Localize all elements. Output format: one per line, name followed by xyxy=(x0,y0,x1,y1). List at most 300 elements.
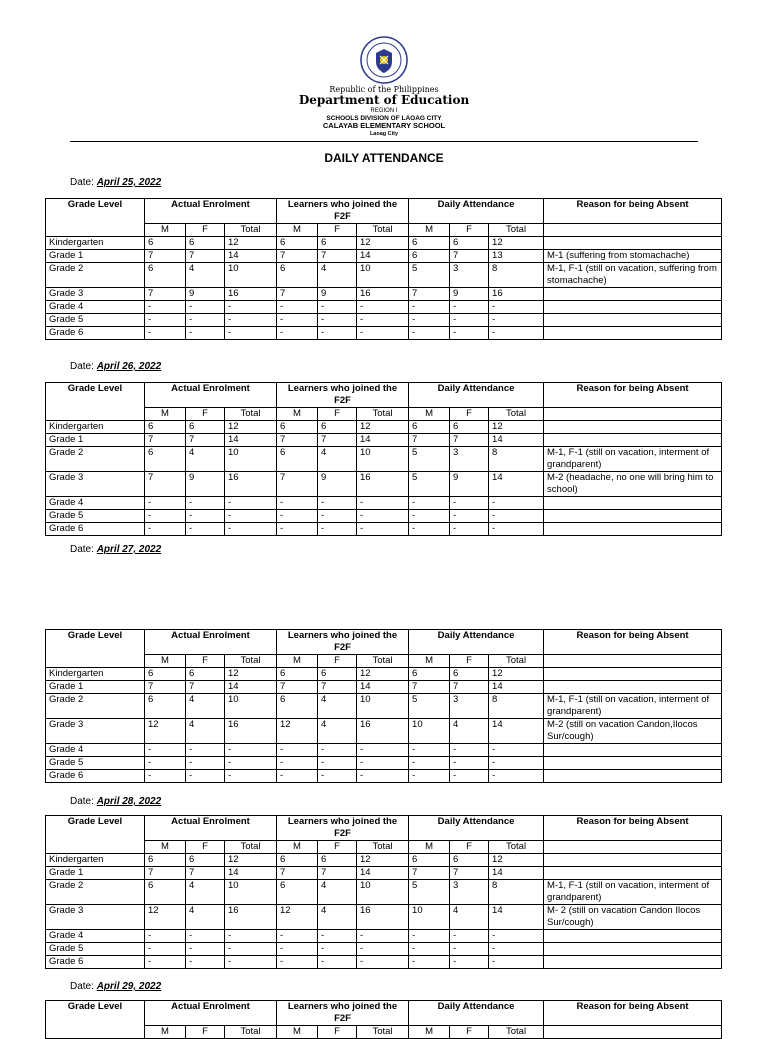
col-reason: Reason for being Absent xyxy=(544,816,722,841)
count-cell: - xyxy=(318,770,357,783)
count-cell: - xyxy=(357,510,409,523)
count-cell: 13 xyxy=(489,250,544,263)
col-grade-level: Grade Level xyxy=(46,816,145,854)
count-cell: 6 xyxy=(145,668,186,681)
col-f: F xyxy=(450,655,489,668)
col-m: M xyxy=(409,1026,450,1039)
table-row xyxy=(46,930,722,943)
grade-cell: Grade 6 xyxy=(46,523,145,536)
count-cell: - xyxy=(145,956,186,969)
count-cell: - xyxy=(318,757,357,770)
count-cell: 7 xyxy=(186,250,225,263)
table-row xyxy=(46,263,722,288)
count-cell: 7 xyxy=(145,472,186,497)
col-total: Total xyxy=(225,224,277,237)
table-row xyxy=(46,314,722,327)
reason-cell xyxy=(544,867,722,880)
count-cell: - xyxy=(450,510,489,523)
table-row xyxy=(46,744,722,757)
reason-cell xyxy=(544,288,722,301)
header-row xyxy=(46,199,722,224)
col-f: F xyxy=(450,1026,489,1039)
count-cell: 4 xyxy=(318,694,357,719)
date-value: April 29, 2022 xyxy=(96,981,162,992)
count-cell: - xyxy=(186,943,225,956)
col-m: M xyxy=(277,1026,318,1039)
col-m: M xyxy=(145,841,186,854)
table-row xyxy=(46,497,722,510)
date-line xyxy=(70,796,161,807)
col-m: M xyxy=(277,224,318,237)
count-cell: 8 xyxy=(489,447,544,472)
col-m: M xyxy=(409,841,450,854)
count-cell: - xyxy=(277,301,318,314)
count-cell: 10 xyxy=(225,263,277,288)
col-total: Total xyxy=(489,841,544,854)
count-cell: 14 xyxy=(357,681,409,694)
date-line xyxy=(70,177,161,188)
date-value: April 27, 2022 xyxy=(96,544,162,555)
count-cell: 7 xyxy=(277,472,318,497)
col-learners-joined: Learners who joined the F2F xyxy=(277,816,409,841)
grade-cell: Kindergarten xyxy=(46,421,145,434)
count-cell: 7 xyxy=(186,434,225,447)
col-actual-enrolment: Actual Enrolment xyxy=(145,199,277,224)
count-cell: 7 xyxy=(186,681,225,694)
count-cell: 7 xyxy=(409,434,450,447)
count-cell: - xyxy=(225,314,277,327)
grade-cell: Grade 3 xyxy=(46,905,145,930)
count-cell: - xyxy=(357,956,409,969)
count-cell: - xyxy=(450,327,489,340)
col-learners-joined: Learners who joined the F2F xyxy=(277,630,409,655)
count-cell: - xyxy=(489,523,544,536)
city-line: Laoag City xyxy=(369,130,399,137)
count-cell: 6 xyxy=(409,421,450,434)
count-cell: 6 xyxy=(277,447,318,472)
count-cell: - xyxy=(145,930,186,943)
count-cell: 3 xyxy=(450,263,489,288)
count-cell: - xyxy=(277,744,318,757)
reason-cell: M-2 (headache, no one will bring him to school) xyxy=(544,472,722,497)
reason-cell xyxy=(544,956,722,969)
count-cell: 16 xyxy=(225,288,277,301)
col-total: Total xyxy=(489,655,544,668)
table-row xyxy=(46,770,722,783)
col-f: F xyxy=(318,655,357,668)
col-actual-enrolment: Actual Enrolment xyxy=(145,383,277,408)
count-cell: 4 xyxy=(186,263,225,288)
reason-cell xyxy=(544,314,722,327)
count-cell: - xyxy=(145,510,186,523)
count-cell: 12 xyxy=(489,854,544,867)
count-cell: 6 xyxy=(145,421,186,434)
count-cell: - xyxy=(225,757,277,770)
reason-cell xyxy=(544,854,722,867)
count-cell: 3 xyxy=(450,880,489,905)
count-cell: 16 xyxy=(225,905,277,930)
col-m: M xyxy=(145,1026,186,1039)
count-cell: 12 xyxy=(145,905,186,930)
count-cell: - xyxy=(186,757,225,770)
col-total: Total xyxy=(489,1026,544,1039)
subheader-row xyxy=(46,655,722,668)
reason-cell xyxy=(544,681,722,694)
count-cell: - xyxy=(318,930,357,943)
count-cell: - xyxy=(489,327,544,340)
date-value: April 28, 2022 xyxy=(96,796,162,807)
count-cell: 4 xyxy=(318,719,357,744)
table-row xyxy=(46,434,722,447)
count-cell: - xyxy=(409,943,450,956)
count-cell: 6 xyxy=(277,263,318,288)
count-cell: 7 xyxy=(145,681,186,694)
count-cell: - xyxy=(145,497,186,510)
count-cell: - xyxy=(489,757,544,770)
count-cell: 16 xyxy=(357,472,409,497)
reason-cell: M-1 (suffering from stomachache) xyxy=(544,250,722,263)
col-total: Total xyxy=(357,1026,409,1039)
grade-cell: Kindergarten xyxy=(46,237,145,250)
count-cell: - xyxy=(450,943,489,956)
table-row xyxy=(46,905,722,930)
count-cell: 12 xyxy=(489,668,544,681)
col-reason-blank xyxy=(544,655,722,668)
reason-cell: M-1, F-1 (still on vacation, interment of grandparent) xyxy=(544,694,722,719)
date-label: Date: xyxy=(70,544,97,555)
count-cell: - xyxy=(277,943,318,956)
count-cell: - xyxy=(186,497,225,510)
reason-cell xyxy=(544,421,722,434)
count-cell: 12 xyxy=(277,719,318,744)
count-cell: 12 xyxy=(145,719,186,744)
reason-cell xyxy=(544,757,722,770)
col-total: Total xyxy=(357,408,409,421)
col-reason: Reason for being Absent xyxy=(544,630,722,655)
count-cell: - xyxy=(318,943,357,956)
count-cell: 6 xyxy=(409,668,450,681)
grade-cell: Grade 1 xyxy=(46,434,145,447)
count-cell: 14 xyxy=(357,250,409,263)
grade-cell: Kindergarten xyxy=(46,854,145,867)
count-cell: 14 xyxy=(225,867,277,880)
grade-cell: Grade 4 xyxy=(46,744,145,757)
count-cell: 14 xyxy=(489,867,544,880)
table-row xyxy=(46,668,722,681)
count-cell: 4 xyxy=(318,263,357,288)
count-cell: - xyxy=(450,314,489,327)
count-cell: 7 xyxy=(318,434,357,447)
col-reason-blank xyxy=(544,1026,722,1039)
table-row xyxy=(46,943,722,956)
count-cell: - xyxy=(186,510,225,523)
count-cell: - xyxy=(450,956,489,969)
reason-cell xyxy=(544,668,722,681)
count-cell: 7 xyxy=(277,250,318,263)
grade-cell: Grade 2 xyxy=(46,694,145,719)
count-cell: 7 xyxy=(145,434,186,447)
grade-cell: Grade 3 xyxy=(46,472,145,497)
count-cell: 10 xyxy=(409,719,450,744)
col-total: Total xyxy=(225,408,277,421)
count-cell: 14 xyxy=(489,719,544,744)
grade-cell: Grade 5 xyxy=(46,943,145,956)
count-cell: - xyxy=(489,510,544,523)
col-m: M xyxy=(277,408,318,421)
count-cell: - xyxy=(277,757,318,770)
count-cell: 6 xyxy=(318,237,357,250)
count-cell: 9 xyxy=(450,288,489,301)
count-cell: - xyxy=(409,744,450,757)
count-cell: - xyxy=(409,327,450,340)
count-cell: - xyxy=(318,744,357,757)
count-cell: - xyxy=(489,930,544,943)
count-cell: 6 xyxy=(318,668,357,681)
col-actual-enrolment: Actual Enrolment xyxy=(145,630,277,655)
count-cell: 6 xyxy=(450,854,489,867)
count-cell: - xyxy=(186,301,225,314)
count-cell: 12 xyxy=(357,854,409,867)
count-cell: - xyxy=(450,757,489,770)
date-value: April 26, 2022 xyxy=(96,361,162,372)
attendance-table xyxy=(45,1000,722,1039)
grade-cell: Grade 5 xyxy=(46,757,145,770)
count-cell: 6 xyxy=(277,854,318,867)
col-total: Total xyxy=(489,408,544,421)
count-cell: - xyxy=(357,327,409,340)
count-cell: 14 xyxy=(225,250,277,263)
count-cell: 5 xyxy=(409,263,450,288)
count-cell: 9 xyxy=(450,472,489,497)
count-cell: 6 xyxy=(145,694,186,719)
col-learners-joined: Learners who joined the F2F xyxy=(277,383,409,408)
count-cell: - xyxy=(409,770,450,783)
count-cell: 6 xyxy=(186,237,225,250)
count-cell: 3 xyxy=(450,447,489,472)
count-cell: 7 xyxy=(277,681,318,694)
count-cell: 6 xyxy=(409,854,450,867)
count-cell: 12 xyxy=(357,237,409,250)
count-cell: - xyxy=(277,956,318,969)
reason-cell xyxy=(544,497,722,510)
count-cell: 12 xyxy=(489,237,544,250)
reason-cell xyxy=(544,434,722,447)
grade-cell: Grade 2 xyxy=(46,880,145,905)
col-f: F xyxy=(186,841,225,854)
col-f: F xyxy=(186,1026,225,1039)
count-cell: - xyxy=(357,770,409,783)
count-cell: - xyxy=(145,757,186,770)
count-cell: - xyxy=(357,301,409,314)
count-cell: 10 xyxy=(225,447,277,472)
count-cell: - xyxy=(318,510,357,523)
table-row xyxy=(46,250,722,263)
count-cell: 4 xyxy=(450,719,489,744)
count-cell: - xyxy=(357,930,409,943)
col-m: M xyxy=(145,655,186,668)
count-cell: 4 xyxy=(186,694,225,719)
count-cell: - xyxy=(318,523,357,536)
date-label: Date: xyxy=(70,177,97,188)
count-cell: 12 xyxy=(489,421,544,434)
count-cell: 16 xyxy=(225,719,277,744)
count-cell: - xyxy=(225,956,277,969)
reason-cell: M-1, F-1 (still on vacation, interment of grandparent) xyxy=(544,447,722,472)
grade-cell: Grade 1 xyxy=(46,681,145,694)
count-cell: - xyxy=(450,497,489,510)
division-line: SCHOOLS DIVISION OF LAOAG CITY xyxy=(326,114,442,122)
table-row xyxy=(46,956,722,969)
count-cell: 7 xyxy=(277,434,318,447)
count-cell: 4 xyxy=(318,447,357,472)
count-cell: 14 xyxy=(357,867,409,880)
col-m: M xyxy=(277,841,318,854)
count-cell: 6 xyxy=(145,237,186,250)
count-cell: 4 xyxy=(318,880,357,905)
count-cell: 5 xyxy=(409,447,450,472)
header-divider xyxy=(70,141,698,142)
table-row xyxy=(46,237,722,250)
count-cell: - xyxy=(277,327,318,340)
count-cell: - xyxy=(318,314,357,327)
count-cell: - xyxy=(186,930,225,943)
count-cell: - xyxy=(318,327,357,340)
count-cell: - xyxy=(225,770,277,783)
count-cell: - xyxy=(409,956,450,969)
count-cell: 14 xyxy=(225,434,277,447)
col-total: Total xyxy=(225,655,277,668)
count-cell: 6 xyxy=(450,421,489,434)
count-cell: 6 xyxy=(277,694,318,719)
count-cell: 14 xyxy=(489,472,544,497)
page-title: DAILY ATTENDANCE xyxy=(324,151,444,165)
count-cell: 7 xyxy=(409,681,450,694)
count-cell: 7 xyxy=(277,288,318,301)
count-cell: 12 xyxy=(225,854,277,867)
count-cell: - xyxy=(186,314,225,327)
count-cell: 6 xyxy=(186,854,225,867)
department-name: Department of Education xyxy=(298,93,470,108)
reason-cell xyxy=(544,744,722,757)
grade-cell: Grade 6 xyxy=(46,956,145,969)
reason-cell: M-1, F-1 (still on vacation, interment of grandparent) xyxy=(544,880,722,905)
table-row xyxy=(46,757,722,770)
reason-cell: M- 2 (still on vacation Candon Ilocos Sur/cough) xyxy=(544,905,722,930)
count-cell: 6 xyxy=(186,421,225,434)
date-label: Date: xyxy=(70,361,97,372)
subheader-row xyxy=(46,408,722,421)
grade-cell: Grade 5 xyxy=(46,314,145,327)
count-cell: - xyxy=(277,770,318,783)
republic-line: Republic of the Philippines xyxy=(329,85,439,94)
date-label: Date: xyxy=(70,981,97,992)
col-daily-attendance: Daily Attendance xyxy=(409,816,544,841)
reason-cell xyxy=(544,510,722,523)
count-cell: 9 xyxy=(186,288,225,301)
col-f: F xyxy=(318,1026,357,1039)
count-cell: 9 xyxy=(186,472,225,497)
count-cell: 6 xyxy=(186,668,225,681)
col-f: F xyxy=(318,841,357,854)
count-cell: 10 xyxy=(409,905,450,930)
count-cell: - xyxy=(409,523,450,536)
attendance-table xyxy=(45,198,722,340)
count-cell: - xyxy=(186,956,225,969)
count-cell: - xyxy=(225,497,277,510)
col-reason: Reason for being Absent xyxy=(544,1001,722,1026)
count-cell: 12 xyxy=(225,668,277,681)
reason-cell xyxy=(544,523,722,536)
date-line xyxy=(70,981,161,992)
count-cell: - xyxy=(450,930,489,943)
count-cell: 6 xyxy=(409,250,450,263)
count-cell: 4 xyxy=(450,905,489,930)
count-cell: 12 xyxy=(225,237,277,250)
grade-cell: Kindergarten xyxy=(46,668,145,681)
col-learners-joined: Learners who joined the F2F xyxy=(277,199,409,224)
count-cell: 14 xyxy=(489,905,544,930)
table-row xyxy=(46,681,722,694)
date-line xyxy=(70,544,161,555)
col-total: Total xyxy=(357,224,409,237)
count-cell: - xyxy=(489,301,544,314)
grade-cell: Grade 3 xyxy=(46,719,145,744)
col-actual-enrolment: Actual Enrolment xyxy=(145,816,277,841)
header-row xyxy=(46,816,722,841)
count-cell: 12 xyxy=(277,905,318,930)
col-f: F xyxy=(318,224,357,237)
grade-cell: Grade 2 xyxy=(46,447,145,472)
count-cell: - xyxy=(450,523,489,536)
count-cell: 12 xyxy=(357,668,409,681)
table-row xyxy=(46,510,722,523)
count-cell: - xyxy=(277,314,318,327)
col-m: M xyxy=(409,408,450,421)
header-row xyxy=(46,630,722,655)
count-cell: - xyxy=(357,943,409,956)
col-m: M xyxy=(145,408,186,421)
count-cell: 5 xyxy=(409,694,450,719)
count-cell: - xyxy=(489,770,544,783)
count-cell: 5 xyxy=(409,880,450,905)
count-cell: 7 xyxy=(450,434,489,447)
count-cell: 6 xyxy=(450,668,489,681)
count-cell: 8 xyxy=(489,880,544,905)
count-cell: 6 xyxy=(277,880,318,905)
count-cell: - xyxy=(186,523,225,536)
count-cell: - xyxy=(357,497,409,510)
count-cell: 7 xyxy=(318,250,357,263)
count-cell: 6 xyxy=(277,668,318,681)
reason-cell: M-1, F-1 (still on vacation, suffering from stomachache) xyxy=(544,263,722,288)
count-cell: 6 xyxy=(409,237,450,250)
count-cell: 7 xyxy=(145,288,186,301)
count-cell: 4 xyxy=(186,719,225,744)
count-cell: 4 xyxy=(186,880,225,905)
subheader-row xyxy=(46,1026,722,1039)
table-row xyxy=(46,523,722,536)
count-cell: 16 xyxy=(357,288,409,301)
col-f: F xyxy=(450,408,489,421)
count-cell: 7 xyxy=(450,867,489,880)
count-cell: - xyxy=(450,301,489,314)
grade-cell: Grade 5 xyxy=(46,510,145,523)
col-m: M xyxy=(145,224,186,237)
count-cell: 8 xyxy=(489,694,544,719)
table-row xyxy=(46,867,722,880)
deped-seal-icon xyxy=(360,36,408,84)
col-m: M xyxy=(409,655,450,668)
